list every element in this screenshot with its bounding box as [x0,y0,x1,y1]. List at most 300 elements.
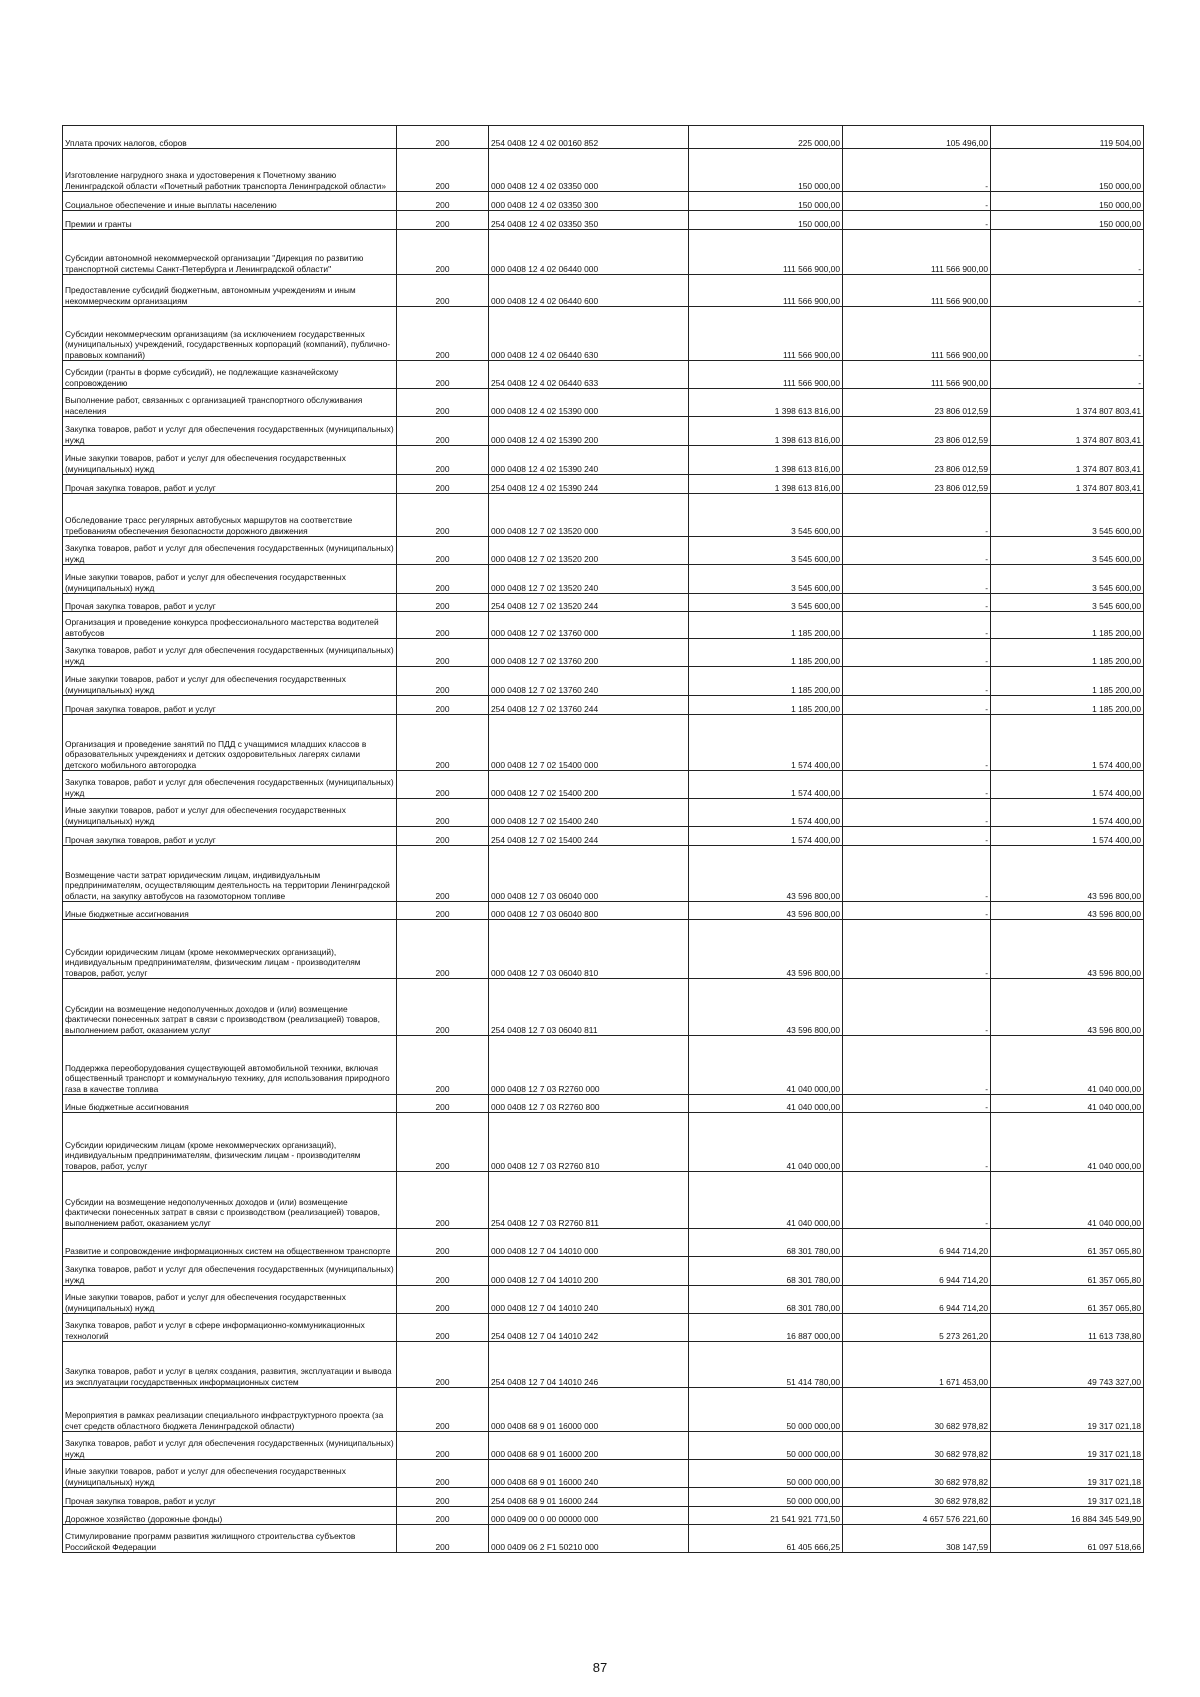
row-kbk-cell: 254 0408 12 7 02 15400 244 [489,827,689,846]
table-row [63,667,1144,696]
table-row [63,361,1144,389]
row-kbk-cell: 000 0408 12 7 04 14010 200 [489,1257,689,1286]
row-kbk-cell: 000 0408 12 7 03 R2760 810 [489,1113,689,1172]
row-kbk-cell: 000 0408 12 4 02 15390 240 [489,446,689,475]
row-plan-cell: 41 040 000,00 [689,1172,843,1229]
row-executed-cell: 111 566 900,00 [843,361,991,389]
row-code-cell: 200 [397,827,489,846]
row-executed-cell: 30 682 978,82 [843,1460,991,1488]
row-code-cell: 200 [397,1507,489,1525]
row-executed-cell: - [843,565,991,594]
row-executed-cell: - [843,979,991,1036]
row-remainder-cell: 19 317 021,18 [991,1432,1144,1460]
row-plan-cell: 51 414 780,00 [689,1342,843,1388]
row-name-cell: Иные закупки товаров, работ и услуг для обеспечения государственных (муниципальных) нужд [63,565,397,594]
row-kbk-cell: 000 0408 12 7 02 15400 000 [489,715,689,771]
row-code-cell: 200 [397,1036,489,1095]
row-executed-cell: - [843,1172,991,1229]
row-kbk-cell: 000 0408 12 4 02 15390 000 [489,389,689,417]
row-executed-cell: - [843,827,991,846]
row-remainder-cell: 3 545 600,00 [991,565,1144,594]
row-kbk-cell: 000 0408 12 4 02 06440 000 [489,230,689,275]
row-plan-cell: 1 398 613 816,00 [689,389,843,417]
row-kbk-cell: 254 0408 12 4 02 00160 852 [489,126,689,149]
row-plan-cell: 1 398 613 816,00 [689,475,843,494]
row-name-cell: Поддержка переоборудования существующей автомобильной техники, включая общественный транспорт и коммунальную технику, для использования природного газа в качестве топлива [63,1036,397,1095]
row-remainder-cell: 1 574 400,00 [991,771,1144,799]
row-plan-cell: 3 545 600,00 [689,494,843,537]
table-row [63,1113,1144,1172]
table-row [63,1488,1144,1507]
row-name-cell: Прочая закупка товаров, работ и услуг [63,1488,397,1507]
row-name-cell: Выполнение работ, связанных с организацией транспортного обслуживания населения [63,389,397,417]
row-remainder-cell: 19 317 021,18 [991,1488,1144,1507]
table-row [63,1095,1144,1113]
table-row [63,230,1144,275]
table-row [63,715,1144,771]
row-kbk-cell: 254 0408 12 7 03 R2760 811 [489,1172,689,1229]
row-code-cell: 200 [397,715,489,771]
row-code-cell: 200 [397,799,489,827]
row-code-cell: 200 [397,1286,489,1314]
row-remainder-cell: 43 596 800,00 [991,979,1144,1036]
row-remainder-cell: - [991,275,1144,307]
table-row [63,126,1144,149]
row-plan-cell: 16 887 000,00 [689,1314,843,1342]
row-name-cell: Иные закупки товаров, работ и услуг для обеспечения государственных (муниципальных) нужд [63,1286,397,1314]
row-name-cell: Субсидии автономной некоммерческой организации "Дирекция по развитию транспортной системы Санкт-Петербурга и Ленинградской области" [63,230,397,275]
table-row [63,446,1144,475]
row-code-cell: 200 [397,1342,489,1388]
table-row [63,979,1144,1036]
row-remainder-cell: 150 000,00 [991,211,1144,230]
table-row [63,1342,1144,1388]
row-name-cell: Субсидии на возмещение недополученных доходов и (или) возмещение фактически понесенных затрат в связи с производством (реализацией) товаров, выполнением работ, оказанием услуг [63,979,397,1036]
row-plan-cell: 111 566 900,00 [689,361,843,389]
row-kbk-cell: 254 0408 12 7 02 13760 244 [489,696,689,715]
row-plan-cell: 43 596 800,00 [689,979,843,1036]
row-name-cell: Организация и проведение занятий по ПДД с учащимися младших классов в образовательных учреждениях и детских оздоровительных лагерях силами детского мобильного автогородка [63,715,397,771]
row-code-cell: 200 [397,565,489,594]
row-name-cell: Изготовление нагрудного знака и удостоверения к Почетному званию Ленинградской области «Почетный работник транспорта Ленинградской области» [63,149,397,192]
row-remainder-cell: 43 596 800,00 [991,846,1144,902]
row-code-cell: 200 [397,1229,489,1257]
row-plan-cell: 150 000,00 [689,149,843,192]
row-plan-cell: 68 301 780,00 [689,1257,843,1286]
row-kbk-cell: 000 0408 12 7 03 06040 810 [489,920,689,979]
row-plan-cell: 43 596 800,00 [689,902,843,920]
row-executed-cell: 23 806 012,59 [843,389,991,417]
table-row [63,1172,1144,1229]
row-code-cell: 200 [397,1172,489,1229]
row-kbk-cell: 000 0408 12 7 03 06040 800 [489,902,689,920]
table-row [63,771,1144,799]
row-kbk-cell: 000 0408 12 7 02 13760 000 [489,612,689,639]
row-kbk-cell: 000 0408 12 7 03 06040 000 [489,846,689,902]
row-remainder-cell: 19 317 021,18 [991,1388,1144,1432]
row-remainder-cell: 61 357 065,80 [991,1286,1144,1314]
row-plan-cell: 3 545 600,00 [689,594,843,612]
row-executed-cell: 111 566 900,00 [843,275,991,307]
row-name-cell: Организация и проведение конкурса профессионального мастерства водителей автобусов [63,612,397,639]
row-code-cell: 200 [397,1488,489,1507]
row-name-cell: Возмещение части затрат юридическим лицам, индивидуальным предпринимателям, осуществляющим деятельность на территории Ленинградской области, на закупку автобусов на газомоторном топливе [63,846,397,902]
row-executed-cell: 111 566 900,00 [843,307,991,361]
table-row [63,565,1144,594]
row-name-cell: Субсидии юридическим лицам (кроме некоммерческих организаций), индивидуальным предпринимателям, физическим лицам - производителям товаров, работ, услуг [63,1113,397,1172]
row-remainder-cell: 49 743 327,00 [991,1342,1144,1388]
row-kbk-cell: 000 0408 12 4 02 06440 630 [489,307,689,361]
row-plan-cell: 41 040 000,00 [689,1095,843,1113]
row-remainder-cell: - [991,307,1144,361]
table-row [63,1460,1144,1488]
budget-execution-table [62,125,1144,1553]
row-executed-cell: - [843,149,991,192]
row-kbk-cell: 000 0408 12 7 04 14010 240 [489,1286,689,1314]
row-name-cell: Стимулирование программ развития жилищного строительства субъектов Российской Федерации [63,1525,397,1553]
row-remainder-cell: 3 545 600,00 [991,494,1144,537]
row-name-cell: Субсидии некоммерческим организациям (за исключением государственных (муниципальных) учреждений, государственных корпораций (компаний), публично-правовых компаний) [63,307,397,361]
row-plan-cell: 1 398 613 816,00 [689,446,843,475]
table-row [63,1229,1144,1257]
row-remainder-cell: 41 040 000,00 [991,1036,1144,1095]
row-code-cell: 200 [397,902,489,920]
row-executed-cell: - [843,639,991,667]
row-plan-cell: 50 000 000,00 [689,1460,843,1488]
row-kbk-cell: 254 0408 12 7 03 06040 811 [489,979,689,1036]
row-code-cell: 200 [397,594,489,612]
row-name-cell: Социальное обеспечение и иные выплаты населению [63,192,397,211]
row-executed-cell: - [843,494,991,537]
row-remainder-cell: 150 000,00 [991,149,1144,192]
row-remainder-cell: 43 596 800,00 [991,902,1144,920]
row-executed-cell: 6 944 714,20 [843,1257,991,1286]
page-number: 87 [592,1660,608,1675]
table-row [63,1432,1144,1460]
row-plan-cell: 150 000,00 [689,192,843,211]
row-name-cell: Закупка товаров, работ и услуг для обеспечения государственных (муниципальных) нужд [63,771,397,799]
row-kbk-cell: 000 0408 68 9 01 16000 000 [489,1388,689,1432]
row-code-cell: 200 [397,667,489,696]
row-plan-cell: 111 566 900,00 [689,230,843,275]
row-plan-cell: 1 574 400,00 [689,715,843,771]
row-kbk-cell: 000 0408 12 7 02 13760 240 [489,667,689,696]
table-row [63,827,1144,846]
row-code-cell: 200 [397,639,489,667]
row-name-cell: Иные бюджетные ассигнования [63,902,397,920]
row-plan-cell: 68 301 780,00 [689,1229,843,1257]
row-kbk-cell: 000 0408 12 7 02 13520 000 [489,494,689,537]
row-kbk-cell: 254 0408 12 7 02 13520 244 [489,594,689,612]
table-row [63,149,1144,192]
table-row [63,594,1144,612]
row-plan-cell: 21 541 921 771,50 [689,1507,843,1525]
row-code-cell: 200 [397,417,489,446]
row-code-cell: 200 [397,211,489,230]
row-remainder-cell: 119 504,00 [991,126,1144,149]
table-row [63,846,1144,902]
table-body [63,126,1144,1553]
row-kbk-cell: 000 0408 68 9 01 16000 200 [489,1432,689,1460]
row-plan-cell: 150 000,00 [689,211,843,230]
row-executed-cell: - [843,667,991,696]
row-code-cell: 200 [397,696,489,715]
row-name-cell: Закупка товаров, работ и услуг для обеспечения государственных (муниципальных) нужд [63,417,397,446]
row-executed-cell: - [843,1113,991,1172]
row-executed-cell: 111 566 900,00 [843,230,991,275]
row-remainder-cell: 11 613 738,80 [991,1314,1144,1342]
row-remainder-cell: 41 040 000,00 [991,1113,1144,1172]
table-row [63,612,1144,639]
row-name-cell: Мероприятия в рамках реализации специального инфраструктурного проекта (за счет средств областного бюджета Ленинградской области) [63,1388,397,1432]
row-remainder-cell: 1 185 200,00 [991,612,1144,639]
row-code-cell: 200 [397,771,489,799]
row-code-cell: 200 [397,1257,489,1286]
row-name-cell: Закупка товаров, работ и услуг для обеспечения государственных (муниципальных) нужд [63,639,397,667]
row-remainder-cell: 41 040 000,00 [991,1095,1144,1113]
row-kbk-cell: 000 0408 12 4 02 03350 300 [489,192,689,211]
table-row [63,417,1144,446]
row-plan-cell: 1 185 200,00 [689,667,843,696]
row-kbk-cell: 000 0408 12 7 02 15400 240 [489,799,689,827]
row-executed-cell: - [843,594,991,612]
row-kbk-cell: 000 0408 12 7 03 R2760 800 [489,1095,689,1113]
row-executed-cell: - [843,846,991,902]
row-remainder-cell: 1 574 400,00 [991,715,1144,771]
row-plan-cell: 50 000 000,00 [689,1432,843,1460]
row-name-cell: Прочая закупка товаров, работ и услуг [63,475,397,494]
row-executed-cell: - [843,920,991,979]
row-name-cell: Прочая закупка товаров, работ и услуг [63,827,397,846]
row-plan-cell: 3 545 600,00 [689,565,843,594]
row-remainder-cell: 1 185 200,00 [991,696,1144,715]
row-remainder-cell: 61 357 065,80 [991,1257,1144,1286]
row-code-cell: 200 [397,1095,489,1113]
row-executed-cell: 1 671 453,00 [843,1342,991,1388]
row-remainder-cell: 3 545 600,00 [991,594,1144,612]
row-name-cell: Развитие и сопровождение информационных систем на общественном транспорте [63,1229,397,1257]
row-executed-cell: 4 657 576 221,60 [843,1507,991,1525]
table-row [63,1388,1144,1432]
row-name-cell: Закупка товаров, работ и услуг для обеспечения государственных (муниципальных) нужд [63,537,397,565]
table-row [63,1036,1144,1095]
row-executed-cell: 30 682 978,82 [843,1388,991,1432]
row-kbk-cell: 000 0408 68 9 01 16000 240 [489,1460,689,1488]
table-row [63,307,1144,361]
row-executed-cell: 30 682 978,82 [843,1432,991,1460]
row-name-cell: Субсидии (гранты в форме субсидий), не подлежащие казначейскому сопровождению [63,361,397,389]
row-kbk-cell: 000 0409 00 0 00 00000 000 [489,1507,689,1525]
row-remainder-cell: - [991,230,1144,275]
row-name-cell: Иные закупки товаров, работ и услуг для обеспечения государственных (муниципальных) нужд [63,799,397,827]
row-executed-cell: 6 944 714,20 [843,1286,991,1314]
row-kbk-cell: 000 0408 12 4 02 03350 000 [489,149,689,192]
row-code-cell: 200 [397,475,489,494]
row-name-cell: Дорожное хозяйство (дорожные фонды) [63,1507,397,1525]
row-remainder-cell: 43 596 800,00 [991,920,1144,979]
row-name-cell: Предоставление субсидий бюджетным, автономным учреждениям и иным некоммерческим организациям [63,275,397,307]
table-row [63,920,1144,979]
row-executed-cell: 23 806 012,59 [843,475,991,494]
row-plan-cell: 41 040 000,00 [689,1036,843,1095]
row-plan-cell: 111 566 900,00 [689,275,843,307]
table-row [63,1525,1144,1553]
table-row [63,1257,1144,1286]
row-remainder-cell: 1 574 400,00 [991,799,1144,827]
row-plan-cell: 43 596 800,00 [689,920,843,979]
row-executed-cell: - [843,1036,991,1095]
row-name-cell: Иные бюджетные ассигнования [63,1095,397,1113]
row-executed-cell: - [843,211,991,230]
row-remainder-cell: 1 374 807 803,41 [991,389,1144,417]
row-plan-cell: 1 185 200,00 [689,696,843,715]
row-remainder-cell: 150 000,00 [991,192,1144,211]
row-executed-cell: 23 806 012,59 [843,417,991,446]
table-row [63,389,1144,417]
row-name-cell: Уплата прочих налогов, сборов [63,126,397,149]
row-kbk-cell: 000 0408 12 4 02 06440 600 [489,275,689,307]
row-plan-cell: 1 574 400,00 [689,827,843,846]
row-code-cell: 200 [397,389,489,417]
row-remainder-cell: 1 185 200,00 [991,639,1144,667]
table-row [63,475,1144,494]
row-kbk-cell: 000 0408 12 7 02 13520 200 [489,537,689,565]
row-kbk-cell: 254 0408 12 4 02 06440 633 [489,361,689,389]
row-remainder-cell: 1 374 807 803,41 [991,417,1144,446]
row-executed-cell: - [843,1095,991,1113]
row-code-cell: 200 [397,537,489,565]
table-row [63,537,1144,565]
row-remainder-cell: 19 317 021,18 [991,1460,1144,1488]
table-row [63,211,1144,230]
row-code-cell: 200 [397,612,489,639]
row-remainder-cell: 1 374 807 803,41 [991,446,1144,475]
row-code-cell: 200 [397,494,489,537]
row-executed-cell: 5 273 261,20 [843,1314,991,1342]
row-code-cell: 200 [397,1525,489,1553]
row-code-cell: 200 [397,446,489,475]
row-name-cell: Обследование трасс регулярных автобусных маршрутов на соответствие требованиям обеспечения безопасности дорожного движения [63,494,397,537]
row-kbk-cell: 000 0408 12 7 04 14010 000 [489,1229,689,1257]
row-remainder-cell: - [991,361,1144,389]
row-executed-cell: 105 496,00 [843,126,991,149]
row-kbk-cell: 254 0408 12 7 04 14010 246 [489,1342,689,1388]
row-kbk-cell: 254 0408 12 7 04 14010 242 [489,1314,689,1342]
row-kbk-cell: 000 0408 12 7 02 15400 200 [489,771,689,799]
row-plan-cell: 1 185 200,00 [689,639,843,667]
row-kbk-cell: 000 0409 06 2 F1 50210 000 [489,1525,689,1553]
row-kbk-cell: 254 0408 12 4 02 03350 350 [489,211,689,230]
table-row [63,1507,1144,1525]
row-name-cell: Закупка товаров, работ и услуг для обеспечения государственных (муниципальных) нужд [63,1257,397,1286]
row-executed-cell: - [843,771,991,799]
row-code-cell: 200 [397,979,489,1036]
row-executed-cell: - [843,612,991,639]
row-name-cell: Иные закупки товаров, работ и услуг для обеспечения государственных (муниципальных) нужд [63,667,397,696]
row-remainder-cell: 61 097 518,66 [991,1525,1144,1553]
row-code-cell: 200 [397,1388,489,1432]
row-code-cell: 200 [397,1432,489,1460]
row-executed-cell: - [843,696,991,715]
row-code-cell: 200 [397,149,489,192]
row-name-cell: Закупка товаров, работ и услуг в сфере информационно-коммуникационных технологий [63,1314,397,1342]
row-kbk-cell: 000 0408 12 4 02 15390 200 [489,417,689,446]
table-row [63,696,1144,715]
row-kbk-cell: 000 0408 12 7 02 13520 240 [489,565,689,594]
row-plan-cell: 41 040 000,00 [689,1113,843,1172]
row-name-cell: Иные закупки товаров, работ и услуг для обеспечения государственных (муниципальных) нужд [63,1460,397,1488]
row-plan-cell: 1 574 400,00 [689,771,843,799]
row-plan-cell: 68 301 780,00 [689,1286,843,1314]
row-executed-cell: - [843,902,991,920]
row-plan-cell: 50 000 000,00 [689,1488,843,1507]
table-row [63,902,1144,920]
table-row [63,275,1144,307]
row-plan-cell: 61 405 666,25 [689,1525,843,1553]
row-remainder-cell: 16 884 345 549,90 [991,1507,1144,1525]
row-executed-cell: - [843,537,991,565]
row-name-cell: Премии и гранты [63,211,397,230]
row-plan-cell: 50 000 000,00 [689,1388,843,1432]
row-remainder-cell: 1 574 400,00 [991,827,1144,846]
row-kbk-cell: 000 0408 12 7 03 R2760 000 [489,1036,689,1095]
row-name-cell: Закупка товаров, работ и услуг для обеспечения государственных (муниципальных) нужд [63,1432,397,1460]
row-executed-cell: - [843,715,991,771]
table-row [63,639,1144,667]
row-remainder-cell: 41 040 000,00 [991,1172,1144,1229]
row-remainder-cell: 61 357 065,80 [991,1229,1144,1257]
row-code-cell: 200 [397,361,489,389]
row-plan-cell: 1 398 613 816,00 [689,417,843,446]
row-code-cell: 200 [397,846,489,902]
row-name-cell: Иные закупки товаров, работ и услуг для обеспечения государственных (муниципальных) нужд [63,446,397,475]
row-executed-cell: 308 147,59 [843,1525,991,1553]
table-row [63,494,1144,537]
row-name-cell: Прочая закупка товаров, работ и услуг [63,696,397,715]
row-name-cell: Субсидии на возмещение недополученных доходов и (или) возмещение фактически понесенных затрат в связи с производством (реализацией) товаров, выполнением работ, оказанием услуг [63,1172,397,1229]
row-name-cell: Субсидии юридическим лицам (кроме некоммерческих организаций), индивидуальным предпринимателям, физическим лицам - производителям товаров, работ, услуг [63,920,397,979]
row-plan-cell: 111 566 900,00 [689,307,843,361]
row-name-cell: Прочая закупка товаров, работ и услуг [63,594,397,612]
row-kbk-cell: 254 0408 68 9 01 16000 244 [489,1488,689,1507]
row-plan-cell: 1 185 200,00 [689,612,843,639]
row-code-cell: 200 [397,1113,489,1172]
row-executed-cell: - [843,799,991,827]
row-plan-cell: 225 000,00 [689,126,843,149]
row-plan-cell: 43 596 800,00 [689,846,843,902]
row-code-cell: 200 [397,192,489,211]
table-row [63,192,1144,211]
row-name-cell: Закупка товаров, работ и услуг в целях создания, развития, эксплуатации и вывода из эксплуатации государственных информационных систем [63,1342,397,1388]
row-code-cell: 200 [397,920,489,979]
row-code-cell: 200 [397,275,489,307]
row-remainder-cell: 3 545 600,00 [991,537,1144,565]
row-remainder-cell: 1 185 200,00 [991,667,1144,696]
row-executed-cell: 6 944 714,20 [843,1229,991,1257]
row-executed-cell: 23 806 012,59 [843,446,991,475]
table-row [63,799,1144,827]
table-row [63,1314,1144,1342]
table-row [63,1286,1144,1314]
row-executed-cell: 30 682 978,82 [843,1488,991,1507]
row-plan-cell: 3 545 600,00 [689,537,843,565]
row-kbk-cell: 254 0408 12 4 02 15390 244 [489,475,689,494]
row-remainder-cell: 1 374 807 803,41 [991,475,1144,494]
row-plan-cell: 1 574 400,00 [689,799,843,827]
row-code-cell: 200 [397,126,489,149]
row-code-cell: 200 [397,1314,489,1342]
row-code-cell: 200 [397,230,489,275]
